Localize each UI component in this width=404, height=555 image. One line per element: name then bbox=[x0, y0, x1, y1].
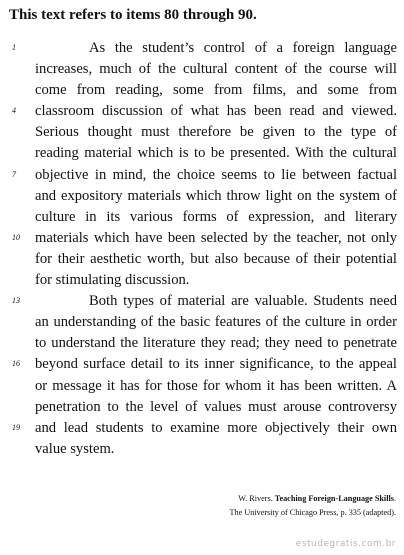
line-text: beyond surface detail to its inner significance, to the appeal bbox=[35, 356, 397, 373]
line-text: reading material which is to be presented. With the cultural bbox=[35, 145, 397, 162]
line-text: Both types of material are valuable. Students need bbox=[89, 293, 397, 310]
passage-line bbox=[35, 312, 397, 333]
line-number: 7 bbox=[12, 169, 16, 179]
line-text: Serious thought must therefore be given to the type of bbox=[35, 124, 397, 141]
line-number: 1 bbox=[12, 43, 16, 52]
passage-line bbox=[35, 122, 397, 143]
line-number: 10 bbox=[12, 232, 20, 242]
passage-heading: This text refers to items 80 through 90. bbox=[9, 7, 257, 23]
citation-author: W. Rivers. bbox=[238, 494, 273, 503]
passage-line bbox=[12, 228, 397, 249]
line-text: and expository materials which throw light on the system of bbox=[35, 187, 397, 204]
passage-line bbox=[12, 101, 397, 122]
line-number: 19 bbox=[12, 422, 20, 432]
passage-line bbox=[12, 354, 397, 375]
passage-line bbox=[35, 376, 397, 397]
line-text: classroom discussion of what has been read and viewed. bbox=[35, 103, 397, 120]
reading-passage bbox=[12, 38, 397, 460]
line-text: culture in its various forms of expression, and literary bbox=[35, 208, 397, 225]
passage-line bbox=[12, 38, 397, 59]
passage-line bbox=[35, 59, 397, 80]
line-text: come from reading, some from films, and some from bbox=[35, 82, 397, 99]
passage-line bbox=[35, 333, 397, 354]
line-text: for stimulating discussion. bbox=[35, 272, 190, 289]
line-text: As the student’s control of a foreign language bbox=[89, 40, 397, 56]
line-text: and lead students to examine more objectively their own bbox=[35, 419, 397, 436]
passage-line bbox=[35, 143, 397, 164]
passage-line bbox=[12, 418, 397, 439]
line-text: objective in mind, the choice seems to lie between factual bbox=[35, 166, 397, 183]
line-number: 4 bbox=[12, 106, 16, 116]
passage-line bbox=[12, 165, 397, 186]
passage-line bbox=[35, 270, 397, 291]
line-text: or message it has for those for whom it has been written. A bbox=[35, 377, 397, 394]
line-text: an understanding of the basic features of the culture in order bbox=[35, 314, 397, 331]
passage-line bbox=[35, 207, 397, 228]
citation-title: Teaching Foreign-Language Skills bbox=[274, 494, 394, 503]
line-text: to understand the literature they read; they need to penetrate bbox=[35, 335, 397, 352]
passage-line bbox=[35, 439, 397, 460]
source-citation bbox=[230, 492, 396, 520]
passage-line bbox=[35, 249, 397, 270]
passage-line bbox=[12, 291, 397, 312]
line-text: materials which have been selected by the teacher, not only bbox=[35, 229, 397, 246]
site-watermark: estudegratis.com.br bbox=[295, 539, 396, 549]
line-number: 13 bbox=[12, 296, 20, 306]
citation-title-punct: . bbox=[393, 494, 396, 503]
citation-publisher: The University of Chicago Press, p. 335 (adapted). bbox=[229, 508, 396, 517]
line-text: for their aesthetic worth, but also because of their potential bbox=[35, 250, 397, 267]
citation-line-1 bbox=[230, 492, 396, 506]
passage-line bbox=[35, 80, 397, 101]
passage-line bbox=[35, 397, 397, 418]
line-text: penetration to the level of values must arouse controversy bbox=[35, 398, 397, 415]
line-number: 16 bbox=[12, 359, 20, 369]
line-text: increases, much of the cultural content of the course will bbox=[35, 61, 397, 78]
passage-line bbox=[35, 186, 397, 207]
line-text: value system. bbox=[35, 440, 115, 457]
